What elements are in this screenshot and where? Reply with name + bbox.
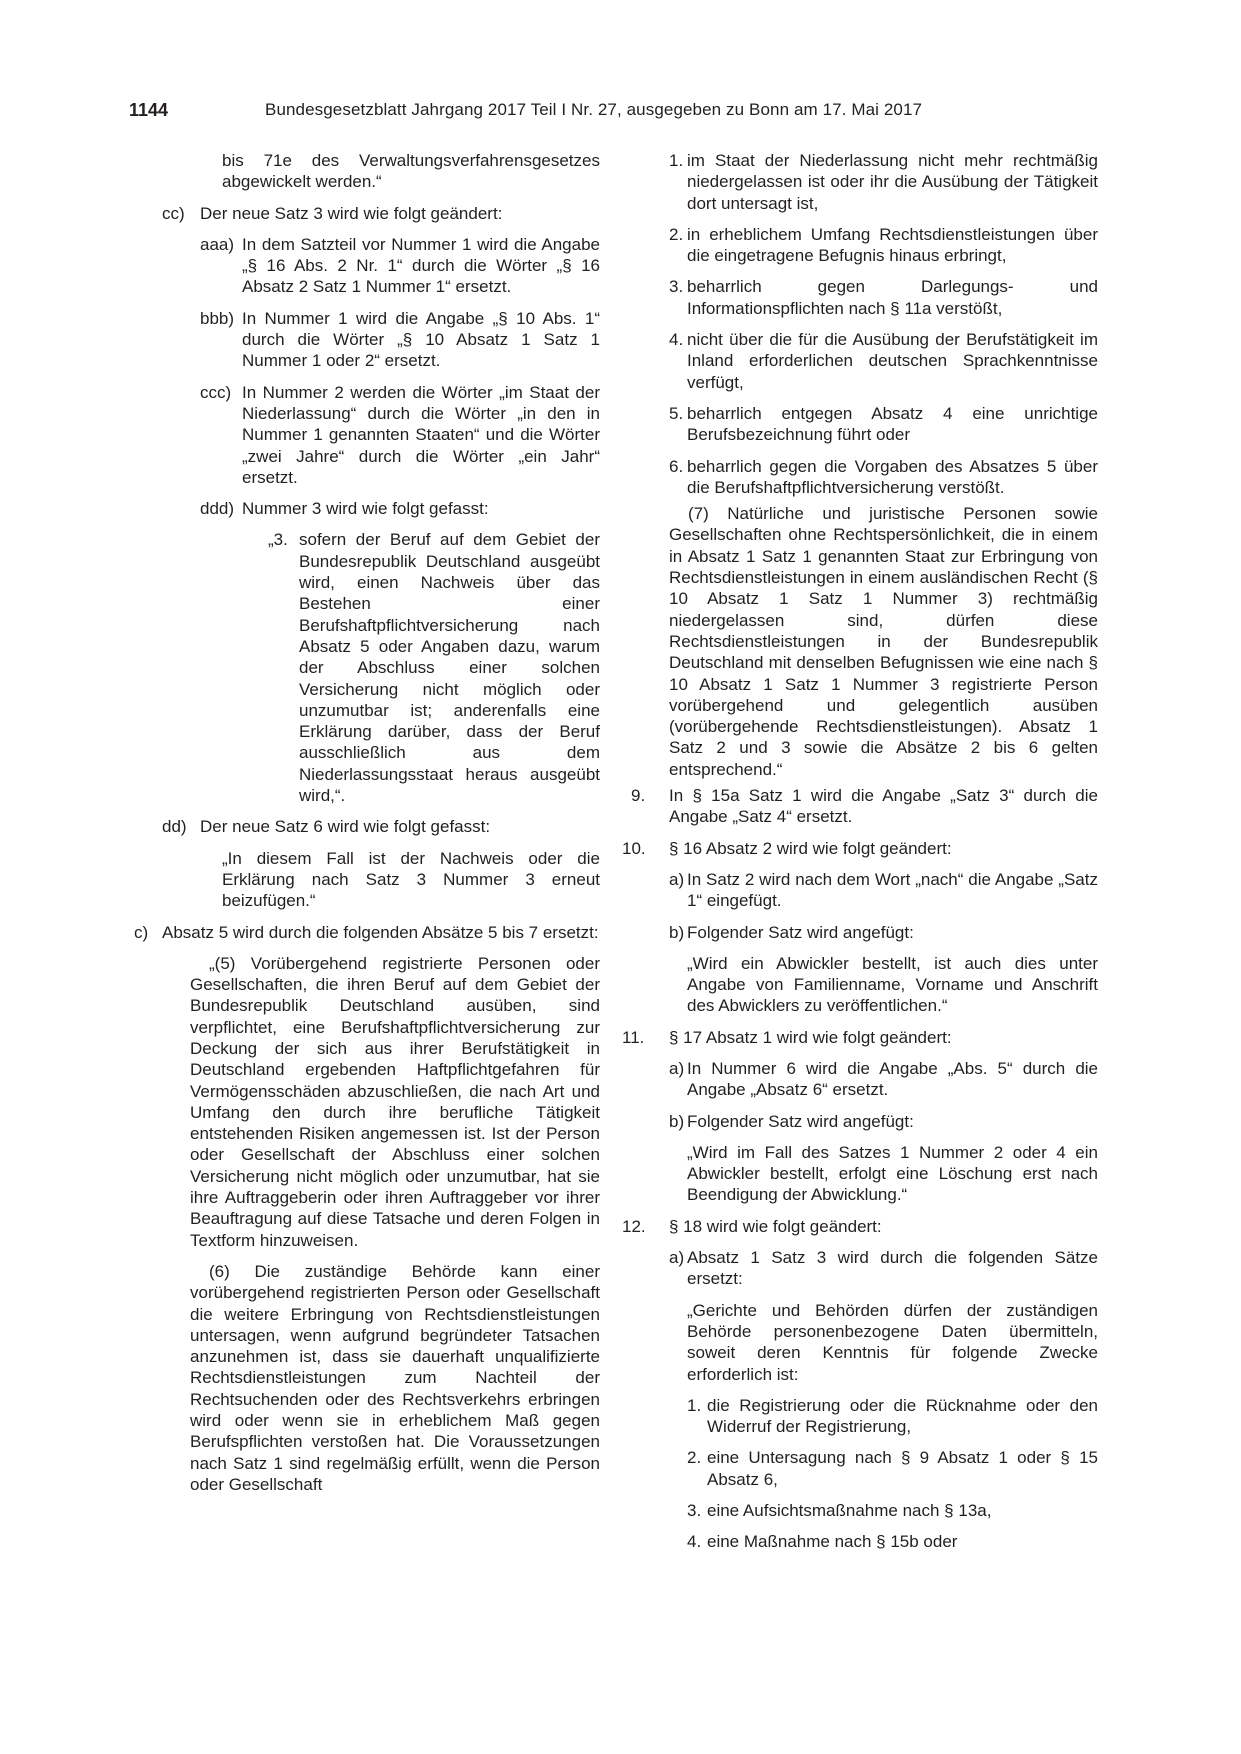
list-item [631, 150, 1098, 214]
quoted-number-3 [162, 529, 600, 806]
list-item-text: die Registrierung oder die Rücknahme oder den Widerruf der Registrierung, [707, 1395, 1098, 1437]
running-header: Bundesgesetzblatt Jahrgang 2017 Teil I Nr. 27, ausgegeben zu Bonn am 17. Mai 2017 [265, 100, 923, 119]
item-12a-quote-text: „Gerichte und Behörden dürfen der zuständigen Behörde personenbezogene Daten übermitteln, soweit deren Kenntnis für folgende Zwecke erforderlich ist: [687, 1300, 1098, 1384]
list-item [631, 224, 1098, 267]
item-ccc-text: In Nummer 2 werden die Wörter „im Staat der Niederlassung“ durch die Wörter „in den in Nummer 1 genannten Staaten“ und die Wörter „zwei Jahre“ durch die Wörter „ein Jahr“ ersetzt. [242, 382, 600, 487]
list-item-text: nicht über die für die Ausübung der Berufstätigkeit im Inland erforderlichen deutschen Sprachkenntnisse verfügt, [687, 330, 1098, 392]
item-10b-label: b) [669, 922, 685, 942]
list-item-text: beharrlich entgegen Absatz 4 eine unrichtige Berufsbezeichnung führt oder [687, 403, 1098, 445]
list-item-label: 3. [687, 1501, 702, 1521]
quoted-number-3-text: sofern der Beruf auf dem Gebiet der Bundesrepublik Deutschland ausgeübt wird, einen Nachweis über das Bestehen einer Berufshaftpflichtversicherung nach Absatz 5 oder Angaben dazu, warum der Abschluss einer solchen Versicherung nicht möglich oder unzumutbar ist; anderenfalls eine Erklärung darüber, dass der Beruf ausschließlich aus dem Niederlassungsstaat heraus ausgeübt wird,“. [299, 530, 600, 806]
item-10b-text: Folgender Satz wird angefügt: [687, 922, 914, 942]
item-10-label: 10. [622, 838, 646, 858]
list-item-text: beharrlich gegen Darlegungs- und Informationspflichten nach § 11a verstößt, [687, 277, 1098, 318]
list-item-label: 2. [669, 224, 684, 244]
list-item [631, 1447, 1098, 1490]
item-12a-quote [631, 1300, 1098, 1385]
continuation-text [162, 150, 600, 193]
item-12-text: § 18 wird wie folgt geändert: [669, 1216, 882, 1236]
paragraph-7 [631, 503, 1098, 780]
paragraph-6 [162, 1261, 600, 1495]
item-dd [162, 816, 600, 837]
item-10b-quote [631, 953, 1098, 1017]
item-dd-text: Der neue Satz 6 wird wie folgt gefasst: [200, 817, 491, 837]
list-item-text: im Staat der Niederlassung nicht mehr rechtmäßig niedergelassen ist oder ihr die Ausübung der Tätigkeit dort untersagt ist, [687, 151, 1098, 213]
list-item-label: 1. [669, 151, 684, 170]
item-11a-label: a) [669, 1058, 685, 1078]
item-12a [631, 1247, 1098, 1290]
item-c [134, 922, 600, 943]
item-cc-text: Der neue Satz 3 wird wie folgt geändert: [200, 203, 503, 223]
item-10a [631, 869, 1098, 912]
page-number: 1144 [129, 100, 169, 120]
list-item-label: 1. [687, 1395, 702, 1415]
item-ccc-label: ccc) [200, 382, 232, 402]
item-12a-text: Absatz 1 Satz 3 wird durch die folgenden Sätze ersetzt: [687, 1248, 1098, 1289]
item-11a-text: In Nummer 6 wird die Angabe „Abs. 5“ durch die Angabe „Absatz 6“ ersetzt. [687, 1058, 1098, 1100]
item-10b [631, 922, 1098, 943]
paragraph-6-text: (6) Die zuständige Behörde kann einer vorübergehend registrierten Person oder Gesellschaft die weitere Erbringung von Rechtsdienstleistungen untersagen, wenn aufgrund begründeter Tatsachen anzunehmen ist, dass sie dauerhaft unqualifizierte Rechtsdienstleistungen zum Nachteil der Rechtsuchenden oder des Rechtsverkehrs erbringen wird oder wenn sie in erheblichem Maß gegen Berufspflichten verstoßen hat. Die Voraussetzungen nach Satz 1 sind regelmäßig erfüllt, wenn die Person oder Gesellschaft [190, 1261, 600, 1494]
item-11b-quote [631, 1142, 1098, 1206]
list-item-text: beharrlich gegen die Vorgaben des Absatzes 5 über die Berufshaftpflichtversicherung verstößt. [687, 456, 1098, 497]
list-item-text: eine Untersagung nach § 9 Absatz 1 oder § 15 Absatz 6, [707, 1448, 1098, 1489]
list-item [631, 456, 1098, 499]
quoted-number-3-label: „3. [268, 530, 288, 550]
item-10-text: § 16 Absatz 2 wird wie folgt geändert: [669, 838, 952, 858]
left-column [134, 150, 600, 1495]
paragraph-5-text: „(5) Vorübergehend registrierte Personen oder Gesellschaften, die ihren Beruf auf dem Gebiet der Bundesrepublik Deutschland ausüben, sind verpflichtet, eine Berufshaftpflichtversicherung zur Deckung der sich aus ihrer Berufstätigkeit in Deutschland ergebenden Haftpflichtgefahren für Vermögensschäden abzuschließen, die nach Art und Umfang den durch ihre berufliche Tätigkeit entstehenden Risiken angemessen ist. Ist der Person oder Gesellschaft der Abschluss einer solchen Versicherung nicht möglich oder unzumutbar, hat sie ihre Auftraggeberin oder ihren Auftraggeber vor ihrer Beauftragung auf diese Tatsache und deren Folgen in Textform hinzuweisen. [190, 953, 600, 1250]
paragraph-5 [162, 953, 600, 1251]
item-bbb [162, 308, 600, 372]
item-11b-quote-text: „Wird im Fall des Satzes 1 Nummer 2 oder 4 ein Abwickler bestellt, erfolgt eine Löschung erst nach Beendigung der Abwicklung.“ [687, 1142, 1098, 1205]
item-11-label: 11. [622, 1027, 645, 1047]
list-item-label: 6. [669, 456, 684, 476]
list-item-label: 5. [669, 403, 684, 423]
item-12 [622, 1216, 1098, 1237]
item-11-text: § 17 Absatz 1 wird wie folgt geändert: [669, 1027, 952, 1047]
item-c-text: Absatz 5 wird durch die folgenden Absätze 5 bis 7 ersetzt: [162, 922, 599, 942]
item-ddd-text: Nummer 3 wird wie folgt gefasst: [242, 499, 489, 519]
right-column [622, 150, 1098, 1553]
item-11a [631, 1058, 1098, 1101]
item-9 [631, 785, 1098, 828]
continuation-text-body: bis 71e des Verwaltungsverfahrensgesetzes abgewickelt werden.“ [222, 151, 600, 192]
item-aaa-text: In dem Satzteil vor Nummer 1 wird die Angabe „§ 16 Abs. 2 Nr. 1“ durch die Wörter „§ 16 Absatz 2 Satz 1 Nummer 1“ ersetzt. [242, 234, 600, 297]
item-9-text: In § 15a Satz 1 wird die Angabe „Satz 3“ durch die Angabe „Satz 4“ ersetzt. [669, 786, 1098, 827]
item-aaa [162, 234, 600, 298]
item-10b-quote-text: „Wird ein Abwickler bestellt, ist auch dies unter Angabe von Familienname, Vorname und Anschrift des Abwicklers zu veröffentlichen.“ [687, 953, 1098, 1016]
list-item-label: 4. [669, 330, 684, 350]
list-section-18 [631, 1395, 1098, 1553]
item-bbb-label: bbb) [200, 308, 235, 328]
item-ddd-label: ddd) [200, 499, 235, 519]
item-9-label: 9. [631, 786, 646, 806]
item-11b-text: Folgender Satz wird angefügt: [687, 1111, 914, 1131]
item-12-label: 12. [622, 1216, 646, 1236]
item-10a-text: In Satz 2 wird nach dem Wort „nach“ die Angabe „Satz 1“ eingefügt. [687, 869, 1098, 911]
list-paragraph-6 [631, 150, 1098, 498]
item-dd-label: dd) [162, 817, 187, 837]
item-ccc [162, 382, 600, 488]
item-c-label: c) [134, 922, 149, 942]
item-dd-quote [162, 848, 600, 912]
list-item [631, 403, 1098, 446]
list-item [631, 1531, 1098, 1552]
item-cc [162, 203, 600, 224]
item-dd-quote-text: „In diesem Fall ist der Nachweis oder die Erklärung nach Satz 3 Nummer 3 erneut beizufügen.“ [222, 848, 600, 911]
list-item-text: eine Aufsichtsmaßnahme nach § 13a, [707, 1501, 992, 1521]
item-12a-label: a) [669, 1248, 685, 1268]
item-bbb-text: In Nummer 1 wird die Angabe „§ 10 Abs. 1“ durch die Wörter „§ 10 Absatz 1 Satz 1 Nummer 1 oder 2“ ersetzt. [242, 308, 600, 371]
list-item-text: in erheblichem Umfang Rechtsdienstleistungen über die eingetragene Befugnis hinaus erbringt, [687, 224, 1098, 266]
list-item [631, 329, 1098, 393]
item-aaa-label: aaa) [200, 234, 235, 254]
list-item [631, 1395, 1098, 1438]
item-10a-label: a) [669, 869, 685, 889]
list-item [631, 276, 1098, 319]
item-cc-label: cc) [162, 203, 185, 223]
item-11b-label: b) [669, 1111, 685, 1131]
item-11 [622, 1027, 1098, 1048]
list-item-text: eine Maßnahme nach § 15b oder [707, 1532, 958, 1552]
list-item-label: 2. [687, 1448, 702, 1468]
list-item [631, 1500, 1098, 1521]
item-10 [622, 838, 1098, 859]
item-11b [631, 1111, 1098, 1132]
list-item-label: 3. [669, 277, 684, 297]
paragraph-7-text: (7) Natürliche und juristische Personen sowie Gesellschaften ohne Rechtspersönlichkeit, die in einem in Absatz 1 Satz 1 genannten Staat zur Erbringung von Rechtsdienstleistungen in einem ausländischen Recht (§ 10 Absatz 1 Satz 1 Nummer 3) rechtmäßig niedergelassen sind, dürfen diese Rechtsdienstleistungen in der Bundesrepublik Deutschland mit denselben Befugnissen wie eine nach § 10 Absatz 1 Satz 1 Nummer 3 registrierte Person vorübergehend und gelegentlich ausüben (vorübergehende Rechtsdienstleistungen). Absatz 1 Satz 2 und 3 sowie die Absätze 2 bis 6 gelten entsprechend.“ [669, 504, 1098, 779]
list-item-label: 4. [687, 1532, 702, 1552]
item-ddd [162, 498, 600, 519]
